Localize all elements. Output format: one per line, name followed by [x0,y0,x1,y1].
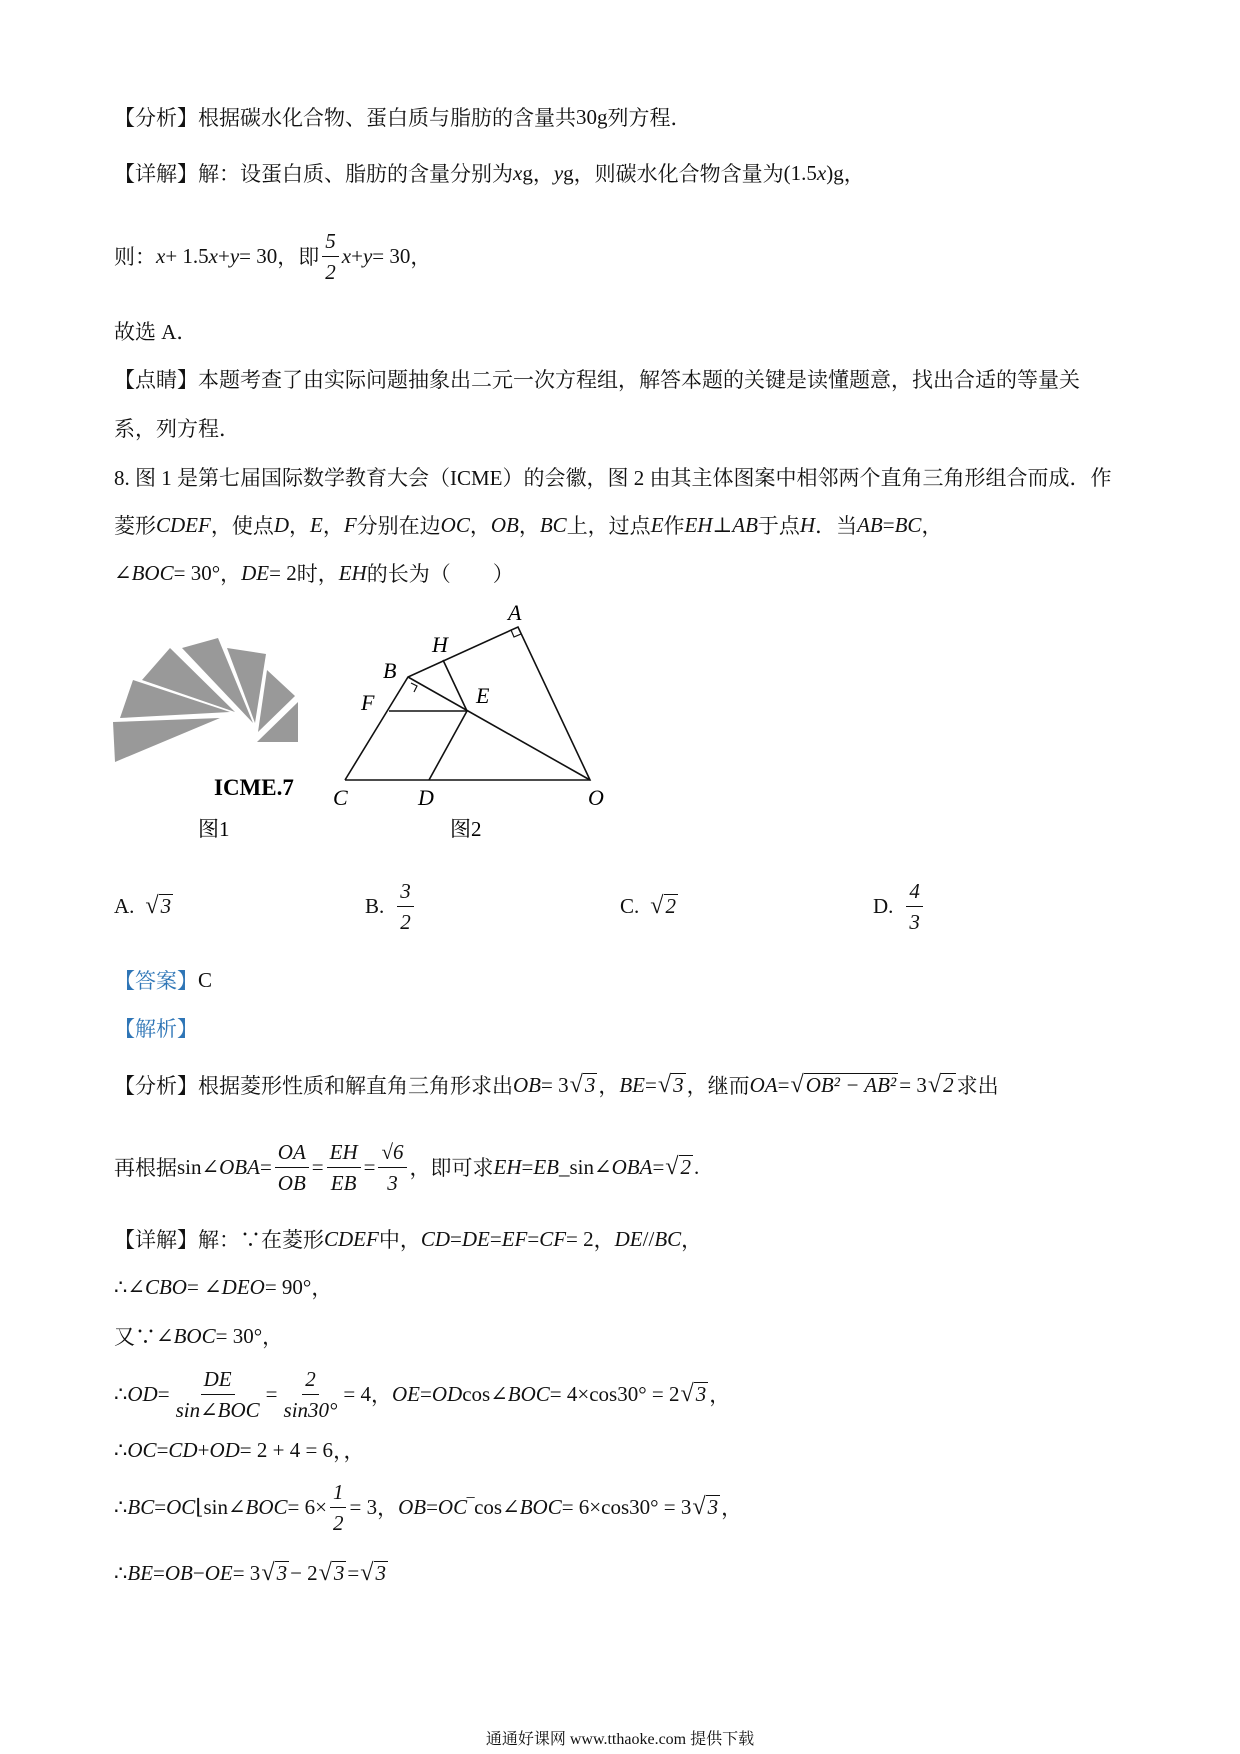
math-run: = 30 [372,243,411,268]
text-run: 分别在边 [356,514,441,538]
math-run: + 1.5 [165,243,209,268]
math-run: = ∠ [186,1274,222,1299]
text-run: 于点 [757,514,800,538]
text-run: ， [377,1496,399,1520]
denominator: EB [330,1170,357,1195]
math-variable: BC [894,512,922,537]
math-variable: BE [619,1072,645,1097]
radicand: 3 [584,1072,596,1097]
math-variable: CBO [144,1274,187,1299]
math-variable: BC [654,1226,682,1251]
denominator: OB [277,1170,306,1195]
option-letter: B. [365,893,385,918]
option-letter: C. [620,893,640,918]
math-variable: OD [127,1381,158,1406]
label-H: H [432,632,448,657]
math-variable: x [208,243,218,268]
radical-sign-icon: √ [790,1070,804,1098]
fraction [275,1137,309,1198]
text-run: ， [469,514,491,538]
text-run: 【分析】根据菱形性质和解直角三角形求出 [114,1074,513,1098]
math-run: g [522,160,533,185]
math-variable: OBA [611,1154,653,1179]
math-run: = 2 [566,1226,594,1251]
math-run: + [197,1437,210,1462]
text-run: ， [843,162,865,186]
fraction [378,1137,406,1198]
math-run: = 30° [173,560,221,585]
math-variable: x [341,243,352,268]
math-run: = 30 [239,243,278,268]
math-run: sin∠ [177,1154,220,1179]
math-variable: BOC [131,560,174,585]
option-letter: A. [114,893,135,918]
math-run: = [363,1154,376,1179]
math-run: = 3 [349,1494,378,1519]
text-line [114,1533,389,1613]
option-letter: D. [873,893,894,918]
math-variable: OB [490,512,519,537]
math-variable: AB [732,512,758,537]
math-run: = [450,1226,462,1251]
square-root [318,1558,347,1586]
label-C: C [333,785,348,810]
radicand: 2 [943,1072,954,1097]
math-run: = [426,1494,438,1519]
math-variable: OD [431,1381,463,1406]
math-run: − [192,1560,205,1585]
math-run: = 2 [269,560,297,585]
fraction [330,1477,347,1538]
text-run: 时， [296,562,339,586]
radical-sign-icon: √ [261,1558,275,1586]
radical-sign-icon: √ [657,1070,672,1098]
math-run: = 3 [899,1072,927,1097]
section-label: 【解析】 [114,1017,198,1041]
fig2-caption: 图2 [450,817,482,841]
math-run: = 4 [343,1381,372,1406]
math-run: C [198,967,213,992]
math-run: _sin∠ [559,1154,612,1179]
math-run: = [153,1560,165,1585]
label-O: O [588,785,604,810]
logo-text: ICME.7 [214,775,294,800]
math-run: ⌊sin∠ [195,1494,246,1519]
math-variable: EH [338,560,367,585]
radicand: 2 [680,1154,692,1179]
math-run: = 6× [287,1494,327,1519]
math-variable: BOC [507,1381,550,1406]
math-variable: BOC [519,1494,562,1519]
math-variable: CF [539,1226,567,1251]
text-run: 求出 [956,1074,999,1098]
square-root [261,1558,289,1586]
math-variable: BC [539,512,567,537]
math-variable: x [513,160,523,185]
text-run: 故选 A． [114,320,198,344]
label-A: A [508,600,522,625]
square-root [927,1070,956,1098]
math-run: = 3 [541,1072,569,1097]
math-variable: OE [392,1381,421,1406]
text-run: ， [921,514,943,538]
denominator: 2 [325,259,336,284]
math-variable: y [362,243,373,268]
text-run: ， [532,162,554,186]
radical-sign-icon: √ [569,1070,583,1098]
math-run: )g [826,160,844,185]
math-variable: AB [857,512,883,537]
math-run: = 90° [264,1274,312,1299]
math-variable: OBA [219,1154,260,1179]
text-run: 作 [663,514,685,538]
text-run: ， [518,514,540,538]
math-variable: CDEF [156,512,211,537]
math-variable: y [553,160,564,185]
math-variable: BOC [173,1323,216,1348]
numerator: 1 [330,1477,347,1508]
math-variable: F [343,512,357,537]
math-run: + [218,243,230,268]
math-run: = [311,1154,324,1179]
text-run: ， [410,245,432,269]
math-run: = [259,1154,272,1179]
text-run: 又∵ [114,1325,156,1349]
math-variable: OB [164,1560,193,1585]
math-variable: DE [241,560,270,585]
square-root [790,1070,898,1098]
radical-sign-icon: √ [692,1492,706,1520]
math-variable: BC [127,1494,155,1519]
text-run: 列方程． [607,106,692,130]
label-B: B [383,658,397,683]
math-run: ‾cos∠ [467,1494,520,1519]
radicand: 3 [375,1560,386,1585]
math-run: = [156,1437,169,1462]
numerator: DE [201,1364,235,1395]
math-run: ∴ [114,1381,128,1406]
math-run: = 4×cos30° = 2 [549,1381,680,1406]
radicand: OB² − AB² [805,1072,897,1097]
math-variable: OC [127,1437,157,1462]
square-root [665,1152,693,1180]
math-run: = [154,1494,167,1519]
denominator: 3 [909,909,920,934]
math-run: 30g [576,104,608,129]
radical-sign-icon: √ [650,891,664,919]
square-root [692,1492,720,1520]
text-run: ， [681,1228,703,1252]
text-run: ， [598,1074,620,1098]
square-root [657,1070,686,1098]
text-run: ，则碳水化合物含量为 [573,162,784,186]
math-run: = [521,1154,534,1179]
text-run: 8. 图 1 是第七届国际数学教育大会（ICME）的会徽，图 2 由其主体图案中相邻两个直角三角形组合而成．作 [114,466,1112,490]
text-line [114,1127,699,1207]
icme-logo [113,638,298,762]
radicand: 3 [673,1072,684,1097]
math-run: = 2 + 4 = 6 [239,1437,334,1462]
math-run: ∴∠ [114,1274,145,1299]
math-run: = [777,1072,790,1097]
math-variable: DE [461,1226,490,1251]
math-variable: CD [420,1226,451,1251]
math-variable: OE [204,1560,233,1585]
text-run: ，继而 [686,1074,750,1098]
math-variable: x [156,243,166,268]
math-run: = [420,1381,432,1406]
math-run: ∠ [114,560,132,585]
math-variable: EH [684,512,713,537]
text-run: 则： [114,245,156,269]
math-variable: OB [513,1072,541,1097]
math-variable: y [229,243,240,268]
section-label: 【答案】 [114,969,198,993]
denominator: sin∠BOC [175,1397,260,1422]
math-run: ∴ [114,1437,128,1462]
math-run: = [645,1072,657,1097]
math-run: ∠ [156,1323,174,1348]
math-run: = [347,1560,360,1585]
math-run: ∴ [114,1560,128,1585]
text-run: ， [593,1228,615,1252]
text-run: ，即可求 [409,1156,494,1180]
math-variable: CDEF [324,1226,379,1251]
footer-text: 通通好课网 www.tthaoke.com 提供下载 [485,1731,755,1748]
math-run: = [157,1381,170,1406]
radical-sign-icon: √ [665,1152,679,1180]
radical-sign-icon: √ [680,1379,694,1407]
math-run: − 2 [290,1560,318,1585]
math-variable: OC [437,1494,468,1519]
text-run: ， [311,1276,333,1300]
text-run: ， [262,1325,284,1349]
text-run: 系，列方程． [114,417,240,441]
text-run: ，， [333,1439,365,1463]
math-variable: OA [749,1072,778,1097]
radicand: 3 [160,893,172,918]
math-variable: DE [614,1226,643,1251]
fig1-caption: 图1 [198,817,230,841]
text-run: ．当 [815,514,858,538]
text-run: 【详解】解：设蛋白质、脂肪的含量分别为 [114,162,513,186]
text-run: ， [322,514,344,538]
text-run: 【分析】根据碳水化合物、蛋白质与脂肪的含量共 [114,106,576,130]
radicand: 3 [695,1381,707,1406]
math-variable: BOC [245,1494,288,1519]
math-run: = 6×cos30° = 3 [561,1494,692,1519]
math-run: = 30° [215,1323,263,1348]
text-run: 【详解】解：∵在菱形 [114,1228,324,1252]
text-line [114,1045,999,1125]
math-variable: EH [493,1154,522,1179]
text-run: ， [721,1496,743,1520]
numerator: 3 [397,876,414,907]
fraction [327,1137,361,1198]
math-run: = [882,512,895,537]
square-root [569,1070,598,1098]
radical-sign-icon: √ [145,891,159,919]
text-run: 再根据 [114,1156,177,1180]
math-run: ⊥ [712,512,733,537]
text-run: ， [289,514,310,538]
math-run: g [563,160,574,185]
math-run: = 3 [232,1560,261,1585]
math-variable: x [816,160,827,185]
math-variable: EB [533,1154,559,1179]
radical-sign-icon: √ [927,1070,942,1098]
denominator: 2 [400,909,411,934]
text-run: ， [371,1383,393,1407]
text-run: 【点睛】本题考查了由实际问题抽象出二元一次方程组，解答本题的关键是读懂题意，找出合适的等量关 [114,368,1080,392]
math-variable: D [273,512,289,537]
text-run: ，使点 [210,514,274,538]
text-run: ，即 [277,245,320,269]
radical-sign-icon: √ [360,1558,374,1586]
radicand: 3 [707,1494,719,1519]
math-variable: CD [168,1437,198,1462]
radicand: 3 [333,1560,345,1585]
numerator: 5 [322,226,339,257]
label-F: F [361,690,375,715]
math-run: = [265,1381,278,1406]
math-run: (1.5 [783,160,817,185]
math-variable: DEO [221,1274,265,1299]
radicand: 3 [276,1560,288,1585]
math-variable: E [650,512,664,537]
math-variable: EF [501,1226,528,1251]
geometry-figure [345,627,590,780]
denominator: 3 [387,1170,398,1195]
text-run: 的长为（ ） [366,562,514,586]
math-variable: E [310,512,323,537]
math-variable: OB [398,1494,427,1519]
math-run: // [642,1226,655,1251]
square-root [680,1379,708,1407]
text-run: 上，过点 [566,514,651,538]
math-run: = [652,1154,665,1179]
denominator: 2 [332,1510,344,1535]
math-run: = [527,1226,540,1251]
math-run: + [351,243,363,268]
math-variable: OD [209,1437,240,1462]
math-run: ∴ [114,1494,128,1519]
numerator: EH [327,1137,361,1168]
denominator: sin30° [283,1397,338,1422]
numerator: √6 [378,1137,406,1168]
text-run: ， [709,1383,731,1407]
numerator: OA [275,1137,309,1168]
square-root [360,1558,388,1586]
math-run: . [694,1154,700,1179]
math-variable: OC [166,1494,196,1519]
numerator: 4 [906,876,923,907]
label-E: E [476,683,490,708]
math-run: = [489,1226,502,1251]
numerator: 2 [302,1364,319,1395]
math-run: cos∠ [462,1381,508,1406]
math-variable: H [799,512,816,537]
text-run: ， [220,562,242,586]
radical-sign-icon: √ [318,1558,332,1586]
radicand: 2 [665,893,677,918]
label-D: D [418,785,434,810]
text-run: 中， [378,1228,421,1252]
math-variable: BE [127,1560,154,1585]
text-run: 菱形 [114,514,156,538]
math-variable: OC [440,512,470,537]
